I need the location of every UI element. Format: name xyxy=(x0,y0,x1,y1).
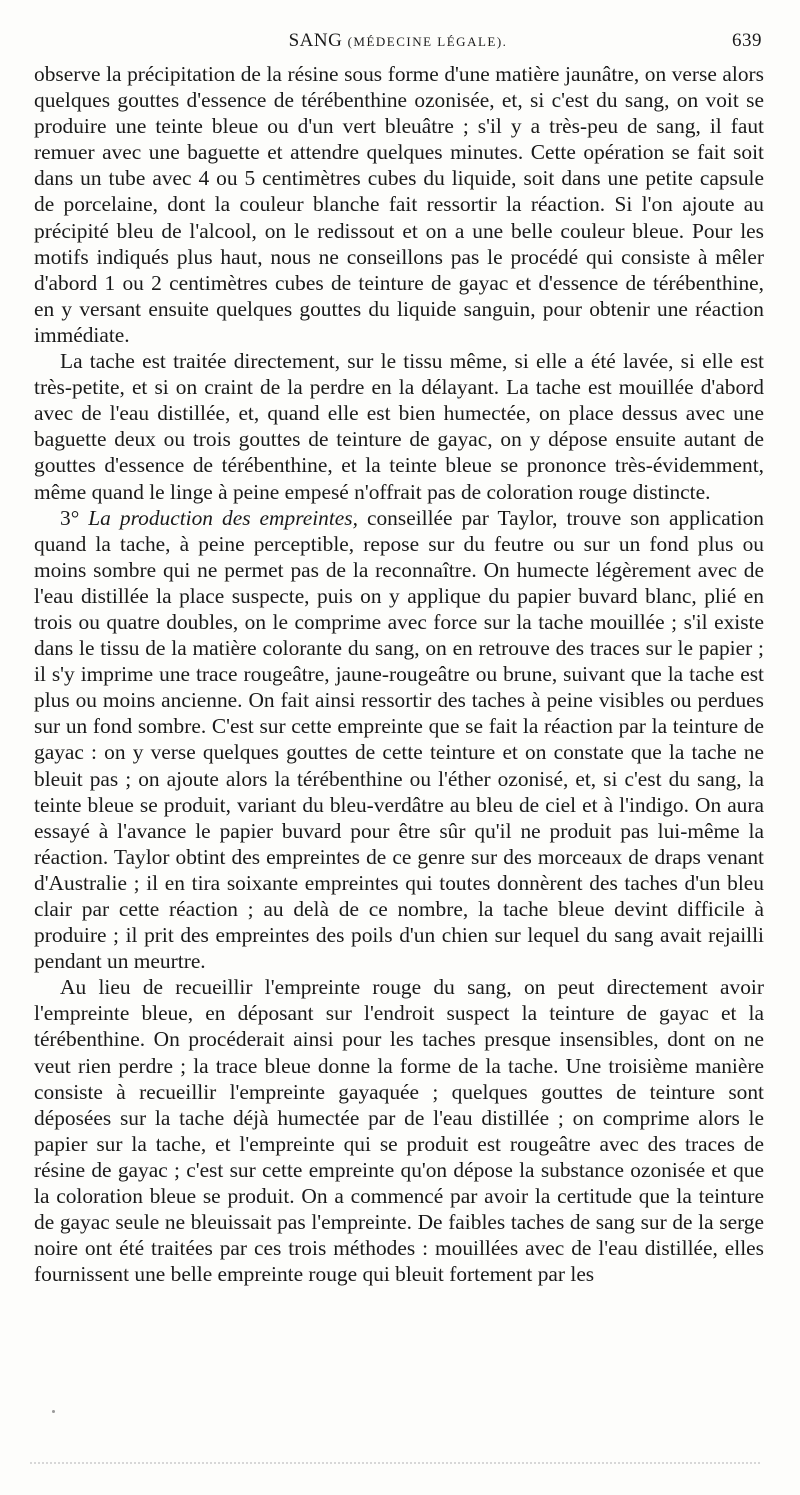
paragraph-1 xyxy=(34,61,764,348)
running-header xyxy=(34,30,762,56)
paragraph-4-text: Au lieu de recueillir l'empreinte rouge du sang, on peut directement avoir l'empreinte bleue, en déposant sur l'endroit suspect la teinture de gayac et la térébenthine. On procéderait ainsi pour les taches presque insensibles, dont on ne veut rien perdre ; la trace bleue donne la forme de la tache. Une troisième manière consiste à recueillir l'empreinte gayaquée ; quelques gouttes de teinture sont déposées sur la tache déjà humectée par de l'eau distillée ; on comprime alors le papier sur la tache, et l'empreinte qui se produit est rougeâtre avec des traces de résine de gayac ; c'est sur cette empreinte qu'on dépose la substance ozonisée et que la coloration bleue se produit. On a commencé par avoir la certitude que la teinture de gayac seule ne bleuissait pas l'empreinte. De faibles taches de sang sur de la serge noire ont été traitées par ces trois méthodes : mouillées avec de l'eau distillée, elles fournissent une belle empreinte rouge qui bleuit fortement par les xyxy=(34,975,764,1287)
paragraph-2-text: La tache est traitée directement, sur le tissu même, si elle a été lavée, si elle est très-petite, et si on craint de la perdre en la délayant. La tache est mouillée d'abord avec de l'eau distillée, et, quand elle est bien humectée, on place dessus avec une baguette deux ou trois gouttes de teinture de gayac, on y dépose ensuite autant de gouttes d'essence de térébenthine, et la teinte bleue se prononce très-évidemment, même quand le linge à peine empesé n'offrait pas de coloration rouge distincte. xyxy=(34,349,764,504)
scan-speck xyxy=(52,1410,55,1413)
page-number: 639 xyxy=(732,30,762,51)
bleed-through-line xyxy=(30,1462,760,1468)
paragraph-3-italic-heading: La production des empreintes, xyxy=(88,505,358,530)
paragraph-3-text: conseillée par Taylor, trouve son application quand la tache, à peine perceptible, repose sur du feutre ou sur un fond plus ou moins sombre qui ne permet pas de la reconnaître. On humecte légèrement avec de l'eau distillée la place suspecte, puis on y applique du papier buvard blanc, plié en trois ou quatre doubles, on le comprime avec force sur la tache mouillée ; s'il existe dans le tissu de la matière colorante du sang, on en retrouve des traces sur le papier ; il s'y imprime une trace rougeâtre, jaune-rougeâtre ou brune, suivant que la tache est plus ou moins ancienne. On fait ainsi ressortir des taches à peine visibles ou perdues sur un fond sombre. C'est sur cette empreinte que se fait la réaction par la teinture de gayac : on y verse quelques gouttes de cette teinture et on constate que la tache ne bleuit pas ; on ajoute alors la térébenthine ou l'éther ozonisé, et, si c'est du sang, la teinte bleue se produit, variant du bleu-verdâtre au bleu de ciel et à l'indigo. On aura essayé à l'avance le papier buvard pour être sûr qu'il ne produit pas lui-même la réaction. Taylor obtint des empreintes de ce genre sur des morceaux de draps venant d'Australie ; il en tira soixante empreintes qui toutes donnèrent des taches d'un bleu clair par cette réaction ; au delà de ce nombre, la tache bleue devint difficile à produire ; il prit des empreintes des poils d'un chien sur lequel du sang avait rejailli pendant un meurtre. xyxy=(34,505,764,974)
paragraph-3 xyxy=(34,505,764,975)
paragraph-4 xyxy=(34,974,764,1287)
paragraph-2 xyxy=(34,348,764,505)
running-title-subtitle: (MÉDECINE LÉGALE). xyxy=(347,34,508,49)
running-title xyxy=(34,30,762,52)
running-title-main: SANG xyxy=(288,30,343,51)
body-text xyxy=(34,61,764,1287)
paragraph-1-text: observe la précipitation de la résine sous forme d'une matière jaunâtre, on verse alors quelques gouttes d'essence de térébenthine ozonisée, et, si c'est du sang, on voit se produire une teinte bleue ou d'un vert bleuâtre ; s'il y a très-peu de sang, il faut remuer avec une baguette et attendre quelques minutes. Cette opération se fait soit dans un tube avec 4 ou 5 centimètres cubes du liquide, soit dans une petite capsule de porcelaine, dont la couleur blanche fait ressortir la réaction. Si l'on ajoute au précipité bleu de l'alcool, on le redissout et on a une belle couleur bleue. Pour les motifs indiqués plus haut, nous ne conseillons pas le procédé qui consiste à mêler d'abord 1 ou 2 centimètres cubes de teinture de gayac et d'essence de térébenthine, en y versant ensuite quelques gouttes du liquide sanguin, pour obtenir une réaction immédiate. xyxy=(34,62,764,347)
paragraph-3-number: 3° xyxy=(60,505,89,530)
